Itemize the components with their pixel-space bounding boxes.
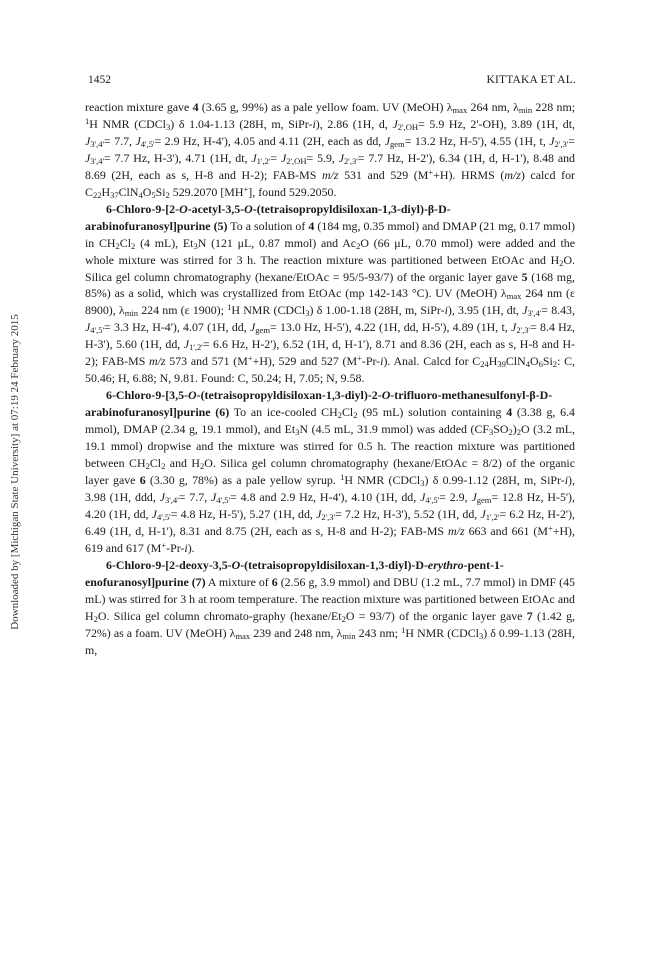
paragraph-compound-7: 6-Chloro-9-[2-deoxy-3,5-O-(tetraisopropyldisiloxan-1,3-diyl)-D-erythro-pent-1-enofuranosyl]purine (7) A mixture of 6 (2.56 g, 3.9 mmol) and DBU (1.2 mL, 7.7 mmol) in DMF (45 mL) was stirred for 3 h at room temperature. The reaction mixture was partitioned between EtOAc and $H_2O$. Silica gel column chromato-graphy $(hexane/Et_2O = 93/7)$ of the organic layer gave 7 (1.42 g, 72%) as a foam. UV (MeOH) $\lambda_{max}$ 239 and 248 nm, $\lambda_{min}$ 243 nm; $^1$H NMR (CDCl$_3$) δ 0.99-1.13 (28H, m, bbox=[85, 557, 575, 657]
body-text bbox=[85, 99, 575, 658]
download-note: Downloaded by [Michigan State University] at 07:19 24 February 2015 bbox=[9, 314, 21, 630]
page-number: 1452 bbox=[88, 74, 111, 86]
paragraph-compound-4-data: reaction mixture gave 4 (3.65 g, 99%) as a pale yellow foam. UV (MeOH) $\lambda_{max}$ 264 nm, $\lambda_{min}$ 228 nm; $^1$H NMR (CDCl$_3$) δ 1.04-1.13 (28H, m, SiPr-i), 2.86 (1H, d, $J_{2',OH}= 5.9$ Hz, 2'-OH), 3.89 (1H, dt, $J_{3',4'}= 7.7$, $J_{4',5'}= 2.9$ Hz, H-4'), 4.05 and 4.11 (2H, each as dd, $J_{gem}= 13.2$ Hz, H-5'), 4.55 (1H, t, $J_{2',3'}= J_{3',4'}= 7.7$ Hz, H-3'), 4.71 (1H, dt, $J_{1',2'}= J_{2',OH}= 5.9$, $J_{2',3'}= 7.7$ Hz, H-2'), 6.34 (1H, d, H-1'), 8.48 and 8.69 (2H, each as s, H-8 and H-2); FAB-MS m/z 531 and 529 (M++H). HRMS (m/z) calcd for $C_{22}H_{37}ClN_4O_5Si_2$ 529.2070 [MH+], found 529.2050. bbox=[85, 100, 576, 200]
running-head: KITTAKA ET AL. bbox=[486, 74, 576, 86]
paragraph-compound-5: 6-Chloro-9-[2-O-acetyl-3,5-O-(tetraisopropyldisiloxan-1,3-diyl)-β-D-arabinofuranosyl]purine (5) To a solution of 4 (184 mg, 0.35 mmol) and DMAP (21 mg, 0.17 mmol) in $CH_2Cl_2$ (4 mL), $Et_3N$ (121 μL, 0.87 mmol) and $Ac_2O$ (66 μL, 0.70 mmol) were added and the whole mixture was stirred for 3 h. The reaction mixture was partitioned between EtOAc and $H_2O$. Silica gel column chromatography (hexane/EtOAc = 95/5-93/7) of the organic layer gave 5 (168 mg, 85%) as a solid, which was crystallized from EtOAc (mp 142-143 °C). UV (MeOH) $\lambda_{max}$ 264 nm (ε 8900), $\lambda_{min}$ 224 nm (ε 1900); $^1$H NMR (CDCl$_3$) δ 1.00-1.18 (28H, m, SiPr-i), 3.95 (1H, dt, $J_{3',4'}= 8.43$, $J_{4',5'}= 3.3$ Hz, H-4'), 4.07 (1H, dd, $J_{gem}= 13.0$ Hz, H-5'), 4.22 (1H, dd, H-5'), 4.89 (1H, t, $J_{2',3'}= 8.4$ Hz, H-3'), 5.60 (1H, dd, $J_{1',2'}= 6.6$ Hz, H-2'), 6.52 (1H, d, H-1'), 8.71 and 8.36 (2H, each as s, H-8 and H-2); FAB-MS m/z 573 and 571 (M++H), 529 and 527 (M+-Pr-i). Anal. Calcd for $C_{24}H_{39}ClN_4O_6Si_2$: C, 50.46; H, 6.88; N, 9.81. Found: C, 50.24; H, 7.05; N, 9.58. bbox=[85, 201, 576, 386]
paragraph-compound-6: 6-Chloro-9-[3,5-O-(tetraisopropyldisiloxan-1,3-diyl)-2-O-trifluoro-methanesulfonyl-β-D-arabinofuranosyl]purine (6) To an ice-cooled $CH_2Cl_2$ (95 mL) solution containing 4 (3.38 g, 6.4 mmol), DMAP (2.34 g, 19.1 mmol), and $Et_3N$ (4.5 mL, 31.9 mmol) was added $(CF_3SO_2)_2O$ (3.2 mL, 19.1 mmol) dropwise and the mixture was stirred for 0.5 h. The reaction mixture was partitioned between $CH_2Cl_2$ and $H_2O$. Silica gel column chromatography (hexane/EtOAc = 8/2) of the organic layer gave 6 (3.30 g, 78%) as a pale yellow syrup. $^1$H NMR (CDCl$_3$) δ 0.99-1.12 (28H, m, SiPr-i), 3.98 (1H, ddd, $J_{3',4'}= 7.7$, $J_{4',5'}= 4.8$ and 2.9 Hz, H-4'), 4.10 (1H, dd, $J_{4',5'}= 2.9$, $J_{gem}= 12.8$ Hz, H-5'), 4.20 (1H, dd, $J_{4',5'}= 4.8$ Hz, H-5'), 5.27 (1H, dd, $J_{2',3'}= 7.2$ Hz, H-3'), 5.52 (1H, dd, $J_{1',2'}= 6.2$ Hz, H-2'), 6.49 (1H, d, H-1'), 8.31 and 8.75 (2H, each as s, H-8 and H-2); FAB-MS m/z 663 and 661 (M++H), 619 and 617 (M+-Pr-i). bbox=[85, 388, 576, 555]
